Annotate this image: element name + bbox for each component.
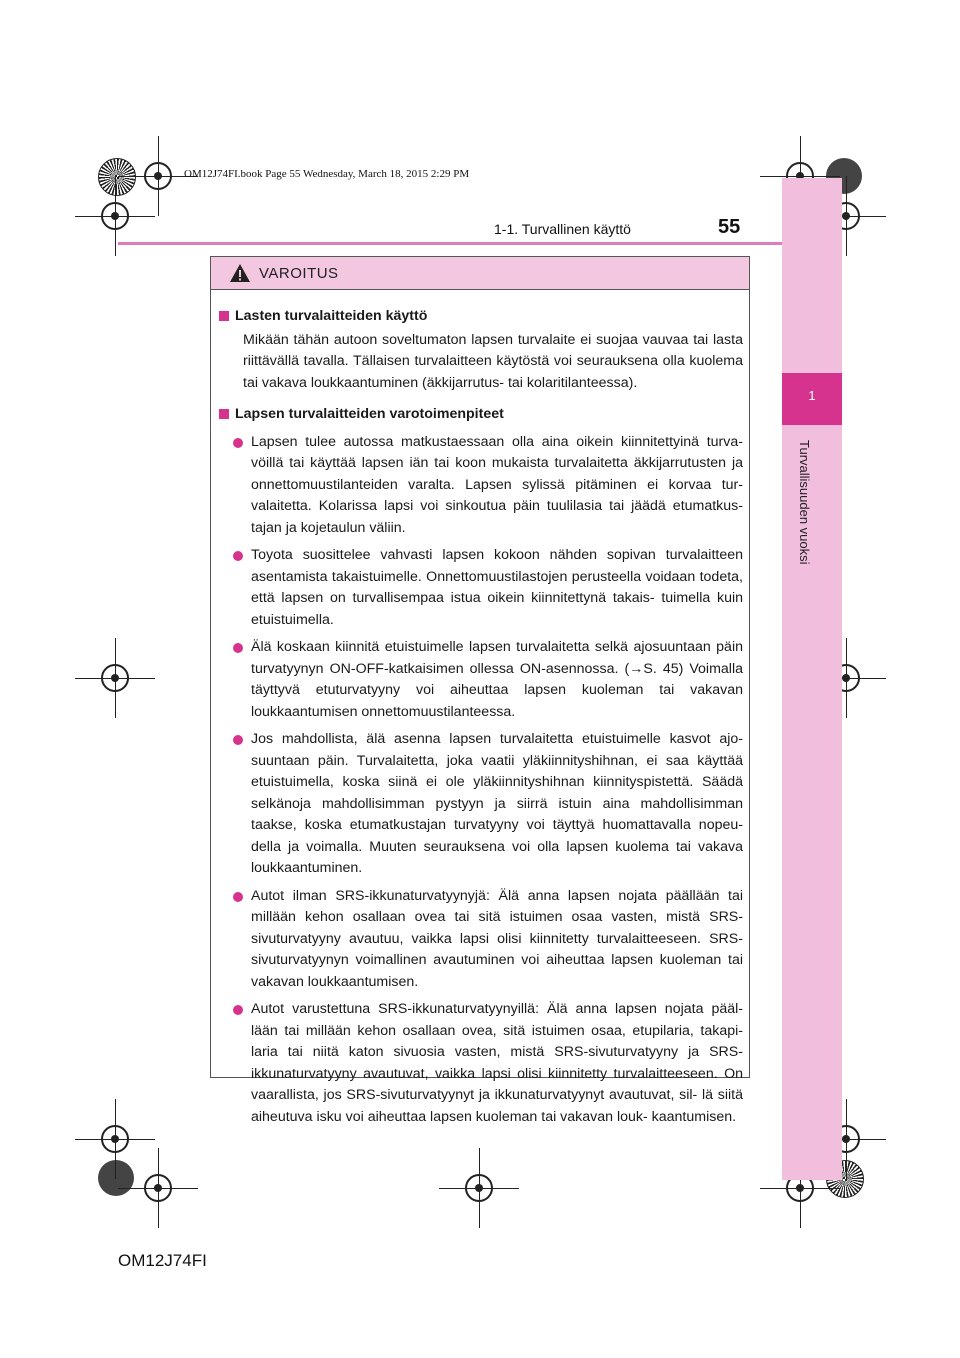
- section-title: 1-1. Turvallinen käyttö: [494, 221, 631, 237]
- bullet-item: [233, 432, 743, 540]
- registration-starburst-top-left: [98, 158, 136, 196]
- round-bullet-icon: [233, 438, 243, 448]
- warning-header: [211, 257, 749, 290]
- warning-body: [211, 290, 749, 1128]
- header-rule: [118, 242, 782, 245]
- round-bullet-icon: [233, 551, 243, 561]
- bullet-item: [233, 886, 743, 994]
- registration-disc-bottom-left: [98, 1160, 134, 1196]
- page-number: 55: [718, 216, 741, 238]
- bullet-item: [233, 545, 743, 631]
- section-heading: [219, 306, 743, 328]
- warning-box: [210, 256, 750, 1125]
- section-heading: [219, 404, 743, 426]
- round-bullet-icon: [233, 643, 243, 653]
- warning-title: VAROITUS: [259, 264, 339, 282]
- bullet-item: [233, 729, 743, 880]
- bullet-text: Autot varustettuna SRS-ikkunaturvatyynyillä: Älä anna lapsen nojata pääl- lään tai millään kehon osallaan ovea, sitä istuimen osaa, etupilaria, takapi- laria tai niitä katon sivuosia vasten, mistä SRS-sivuturvatyyny ja SRS- ikkunaturvatyyny avautuvat, vaikka lapsi olisi kiinnitetty turvalaitteeseen. On vaarallista, jos SRS-sivuturvatyynyt ja ikkunaturvatyynyt avautuvat, sil- lä siitä aiheutuva isku voi aiheuttaa lapsen kuoleman tai vakavan louk- kaantumisen.: [251, 1001, 743, 1125]
- bullet-text: Autot ilman SRS-ikkunaturvatyynyjä: Älä anna lapsen nojata päällään tai millään kehon osallaan ovea tai sitä istuimen osaa vasten, mistä SRS- sivuturvatyyny avautuu, vaikka lapsi olisi kiinnitetty turvalaitteeseen. SRS- sivuturvatyynyn voimallinen avautuminen voi aiheuttaa lapsen kuoleman tai vakavan loukkaantumisen.: [251, 887, 743, 990]
- bullet-text: Älä koskaan kiinnitä etuistuimelle lapsen turvalaitetta selkä ajosuuntaan päin turvatyynyn ON-OFF-katkaisimen ollessa ON-asennossa. (→S. 45) Voimalla täyttyvä etuturvatyyny voi aiheuttaa lapsen kuoleman tai vakavan loukkaantumisen onnettomuustilanteessa.: [251, 639, 743, 720]
- round-bullet-icon: [233, 892, 243, 902]
- round-bullet-icon: [233, 1005, 243, 1015]
- section-heading-text: Lapsen turvalaitteiden varotoimenpiteet: [235, 406, 504, 422]
- side-tab-number: 1: [808, 388, 816, 403]
- side-tab-label: Turvallisuuden vuoksi: [797, 440, 812, 565]
- section-heading-text: Lasten turvalaitteiden käyttö: [235, 308, 428, 324]
- square-bullet-icon: [219, 409, 229, 419]
- book-stamp: OM12J74FI.book Page 55 Wednesday, March 18, 2015 2:29 PM: [184, 168, 470, 180]
- footer-code: OM12J74FI: [118, 1251, 207, 1270]
- bullet-text: Jos mahdollista, älä asenna lapsen turvalaitetta etuistuimelle kasvot ajo- suuntaan päin. Turvalaitetta, joka vaatii yläkiinnityshihnan, ei saa käyttää etuistuimella, koska siinä ei ole yläkiinnityshihnan kiinnityspistettä. Säädä selkänoja mahdollisimman pystyyn ja siirrä istuin aina mahdollisimman taakse, koska etumatkustajan turvatyyny voi täyttyä huomattavalla nopeu- della ja voimalla. Muuten seurauksena voi olla lapsen kuolema tai vakava loukkaantuminen.: [251, 731, 743, 876]
- bullet-item: [233, 637, 743, 723]
- warning-triangle-icon: [229, 263, 251, 283]
- bullet-text: Lapsen tulee autossa matkustaessaan olla aina oikein kiinnitettyinä turva- vöillä tai käyttää lapsen iän tai koon mukaista turvalaitetta äkkijarrutusten ja onnettomuustilanteiden varalta. Lapsen sylissä pitäminen ei korvaa tur- valaitetta. Kolarissa lapsi voi sinkoutua päin tuulilasia tai jäädä etumatkus- tajan ja kojetaulun väliin.: [251, 433, 743, 536]
- bullet-text: Toyota suosittelee vahvasti lapsen kokoon nähden sopivan turvalaitteen asentamista takaistuimelle. Onnettomuustilastojen perusteella voidaan todeta, että lapsen on turvallisempaa istua oikein kiinnitettynä takais- tuimella kuin etuistuimella.: [251, 547, 743, 628]
- section-paragraph: Mikään tähän autoon soveltumaton lapsen turvalaite ei suojaa vauvaa tai lasta riittävällä tavalla. Tällaisen turvalaitteen käytöstä voi seurauksena olla kuolema tai vakava loukkaantuminen (äkkijarrutus- tai kolaritilanteessa).: [243, 331, 743, 391]
- bullet-item: [233, 999, 743, 1128]
- square-bullet-icon: [219, 311, 229, 321]
- round-bullet-icon: [233, 735, 243, 745]
- side-tab-bar: [782, 178, 842, 1180]
